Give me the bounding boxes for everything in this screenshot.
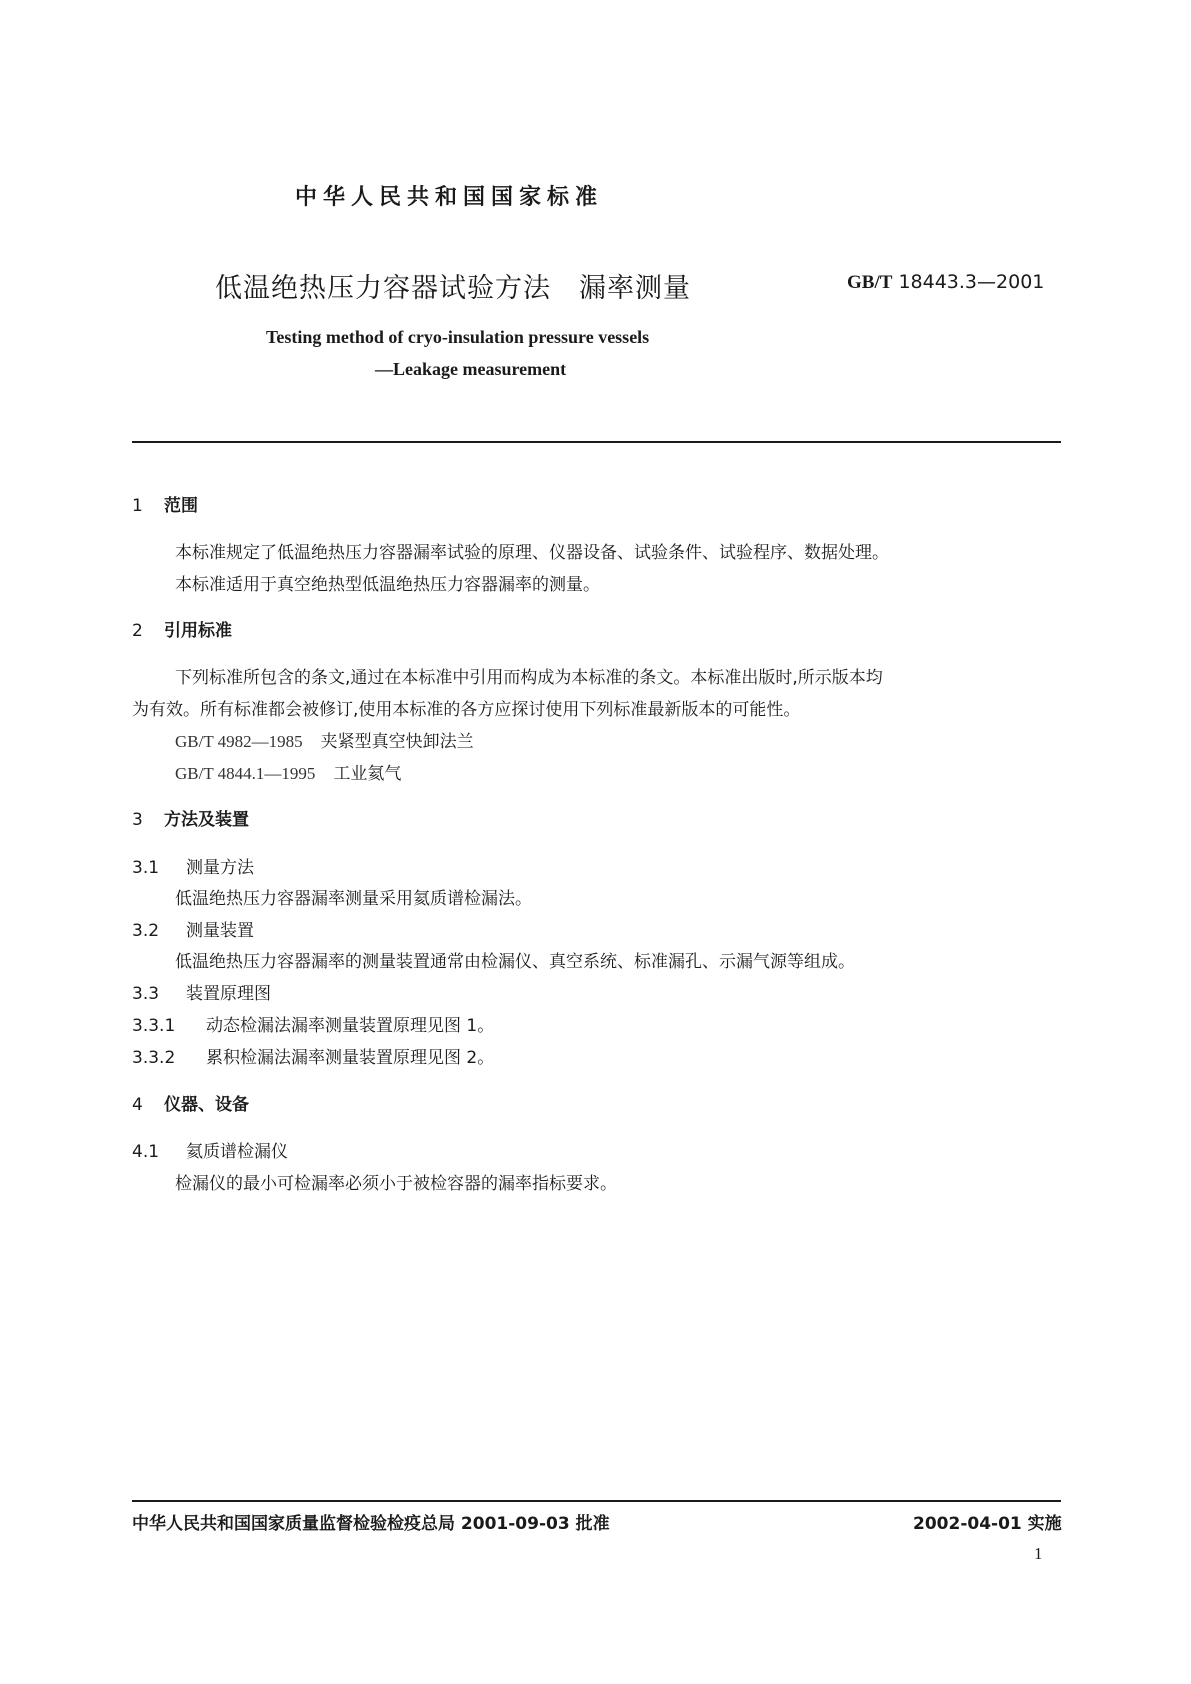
referenced-standard-1: [175, 727, 474, 752]
section-number: 4: [132, 1095, 143, 1115]
section-2-heading: [132, 616, 232, 641]
subsection-text: 累积检漏法漏率测量装置原理见图 2。: [206, 1048, 495, 1068]
section-1-paragraph-2: 本标准适用于真空绝热型低温绝热压力容器漏率的测量。: [175, 575, 600, 595]
section-3-heading: [132, 805, 249, 830]
section-4-heading: [132, 1090, 249, 1115]
section-number: 2: [132, 621, 143, 641]
section-title: 引用标准: [164, 621, 232, 641]
section-title: 仪器、设备: [164, 1095, 249, 1115]
subsection-number: 3.3.2: [132, 1048, 176, 1068]
subsection-4-1-text: 检漏仪的最小可检漏率必须小于被检容器的漏率指标要求。: [175, 1174, 617, 1194]
reference-code: GB/T 4982—1985: [175, 732, 303, 751]
section-1-paragraph-1: 本标准规定了低温绝热压力容器漏率试验的原理、仪器设备、试验条件、试验程序、数据处理。: [175, 543, 889, 563]
subsection-3-3-2: [132, 1043, 494, 1068]
national-standard-heading: 中华人民共和国国家标准: [295, 185, 604, 210]
subsection-3-3-1: [132, 1011, 494, 1036]
reference-name: 工业氦气: [333, 764, 402, 784]
subsection-number: 3.3.1: [132, 1016, 176, 1036]
document-title-chinese: 低温绝热压力容器试验方法 漏率测量: [215, 273, 691, 304]
approval-authority: 中华人民共和国国家质量监督检验检疫总局 2001-09-03 批准: [132, 1514, 610, 1534]
subsection-title: 装置原理图: [186, 984, 271, 1004]
section-number: 3: [132, 810, 143, 830]
section-1-heading: [132, 491, 198, 516]
section-title: 范围: [164, 496, 198, 516]
standard-code: 18443.3—2001: [898, 271, 1045, 293]
subsection-text: 动态检漏法漏率测量装置原理见图 1。: [206, 1016, 495, 1036]
subsection-number: 3.3: [132, 984, 160, 1004]
subsection-number: 3.2: [132, 921, 160, 941]
reference-name: 夹紧型真空快卸法兰: [320, 732, 474, 752]
standard-number: [847, 271, 1044, 294]
subsection-3-1-text: 低温绝热压力容器漏率测量采用氦质谱检漏法。: [175, 889, 532, 909]
document-title-english-line2: —Leakage measurement: [375, 359, 567, 379]
subsection-title: 测量方法: [186, 858, 254, 878]
effective-date: 2002-04-01 实施: [913, 1514, 1062, 1534]
subsection-number: 3.1: [132, 858, 160, 878]
standard-prefix: GB/T: [847, 272, 893, 293]
referenced-standard-2: [175, 759, 401, 784]
subsection-number: 4.1: [132, 1142, 160, 1162]
footer-divider: [132, 1500, 1061, 1502]
subsection-3-2-text: 低温绝热压力容器漏率的测量装置通常由检漏仪、真空系统、标准漏孔、示漏气源等组成。: [175, 952, 855, 972]
section-2-paragraph-line-1: 下列标准所包含的条文,通过在本标准中引用而构成为本标准的条文。本标准出版时,所示版本均: [175, 668, 883, 688]
page-number: 1: [1034, 1544, 1043, 1563]
document-title-english-line1: Testing method of cryo-insulation pressure vessels: [266, 327, 650, 347]
subsection-3-1-heading: [132, 853, 254, 878]
subsection-title: 氦质谱检漏仪: [186, 1142, 288, 1162]
section-number: 1: [132, 496, 143, 516]
reference-code: GB/T 4844.1—1995: [175, 764, 316, 783]
subsection-3-3-heading: [132, 979, 271, 1004]
subsection-title: 测量装置: [186, 921, 254, 941]
section-2-paragraph-line-2: 为有效。所有标准都会被修订,使用本标准的各方应探讨使用下列标准最新版本的可能性。: [132, 700, 801, 720]
subsection-4-1-heading: [132, 1137, 288, 1162]
subsection-3-2-heading: [132, 916, 254, 941]
section-title: 方法及装置: [164, 810, 249, 830]
header-divider: [132, 441, 1061, 443]
